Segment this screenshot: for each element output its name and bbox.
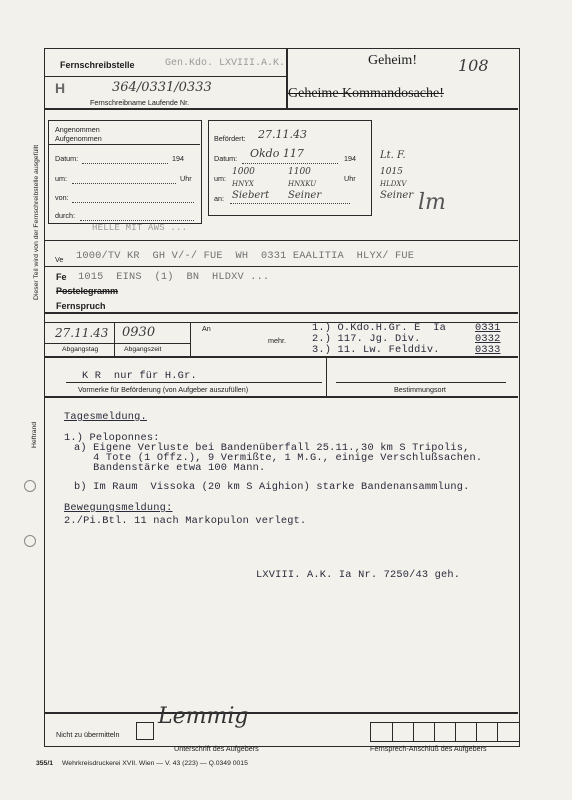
classification: Geheime Kommandosache! (288, 86, 444, 101)
secret-mark: Geheim! (368, 53, 417, 68)
fw-an-label: an: (214, 194, 224, 203)
item-a-line-3: Bandenstärke etwa 100 Mann. (74, 462, 266, 474)
angenommen-label: Angenommen (55, 125, 100, 134)
befoerdert-label: Befördert: (214, 134, 246, 143)
recipient-row: 1.) O.Kdo.H.Gr. E Ia (312, 322, 446, 334)
item-a-line-2: 4 Tote (1 Offz.), 9 Vermißte, 1 M.G., einige Verschlußsachen. (74, 452, 483, 464)
reference-line: LXVIII. A.K. Ia Nr. 7250/43 geh. (256, 569, 461, 581)
um-label: um: (55, 174, 67, 183)
item-1: 1.) Peloponnes: (64, 432, 160, 444)
year-label: 194 (172, 154, 184, 163)
fw-datum-label: Datum: (214, 154, 238, 163)
mehr-label: mehr. (268, 336, 286, 345)
not-transmit-label: Nicht zu übermitteln (56, 730, 120, 739)
printer-line: Wehrkreisdruckerei XVII. Wien — V. 43 (223) — Q.0349 0015 (62, 760, 248, 767)
recipient-code: 0331 (475, 322, 501, 334)
signature: Lemmig (158, 704, 249, 729)
dispatch-time: 0930 (122, 325, 156, 340)
form-number: 355/1 (36, 760, 54, 767)
fw-year: 194 (344, 154, 356, 163)
corner-mark: H (55, 80, 66, 96)
serial-numbers: 364/0331/0333 (112, 80, 212, 95)
postelegramm-label: Postelegramm (56, 286, 119, 296)
station-stamp: Gen.Kdo. LXVIII.A.K. (165, 58, 286, 69)
fw-an-value-2: Seiner (288, 190, 322, 201)
durch-label: durch: (55, 211, 75, 220)
dispatch-time-label: Abgangszeit (124, 346, 162, 353)
ve-label: Ve (55, 255, 64, 264)
befoerdert-value: 27.11.43 (258, 128, 307, 141)
fw-code-1: HNYX (232, 180, 254, 188)
recipient-row: 3.) 11. Lw. Felddiv. (312, 344, 440, 356)
phone-boxes[interactable] (370, 722, 520, 742)
fw-um-label: um: (214, 174, 226, 183)
fw-an-value-1: Siebert (232, 190, 270, 201)
aufgenommen-label: Aufgenommen (55, 134, 102, 143)
serial-caption: Fernschreibname Laufende Nr. (90, 98, 190, 107)
dispatch-date: 27.11.43 (55, 326, 109, 340)
remarks-label: Vormerke für Beförderung (von Aufgeber auszufüllen) (78, 385, 249, 394)
recipient-code: 0332 (475, 333, 501, 345)
heftrand-label: Heftrand (31, 421, 38, 448)
movement-line: 2./Pi.Btl. 11 nach Markopulon verlegt. (64, 515, 307, 527)
datum-label: Datum: (55, 154, 79, 163)
fernspruch-label: Fernspruch (56, 301, 106, 311)
phone-label: Fernsprech-Anschluß des Aufgebers (370, 744, 487, 753)
ve-text: 1000/TV KR GH V/-/ FUE WH 0331 EAALITIA HLYX/ FUE (76, 250, 415, 262)
fw-code-2: HNXKU (288, 180, 317, 188)
fw-code-3: HLDXV (380, 180, 407, 188)
an-label: An (202, 324, 211, 333)
punch-hole (24, 480, 36, 492)
von-label: von: (55, 193, 69, 202)
initials-scribble: lm (418, 190, 446, 215)
fw-uhr: Uhr (344, 174, 356, 183)
punch-hole (24, 535, 36, 547)
signature-label: Unterschrift des Aufgebers (174, 744, 259, 753)
fw-right-hand-2: Seiner (380, 190, 414, 201)
recipient-code: 0333 (475, 344, 501, 356)
heading-bewegungsmeldung: Bewegungsmeldung: (64, 502, 173, 514)
dispatch-date-label: Abgangstag (62, 346, 99, 353)
fe-label: Fe (56, 272, 67, 282)
heading-tagesmeldung: Tagesmeldung. (64, 411, 147, 423)
checkbox[interactable] (136, 722, 154, 740)
item-b-line: b) Im Raum Vissoka (20 km S Aighion) starke Bandenansammlung. (74, 481, 470, 493)
item-a-line-1: a) Eigene Verluste bei Bandenüberfall 25.11.,30 km S Tripolis, (74, 442, 470, 454)
fw-times-right: 1015 (380, 167, 403, 177)
dest-label: Bestimmungsort (394, 385, 446, 394)
side-note: Dieser Teil wird von der Fernschreibstelle ausgefüllt (33, 144, 40, 300)
fw-um-value-2: 1100 (288, 167, 311, 177)
recipient-row: 2.) 117. Jg. Div. (312, 333, 421, 345)
fw-um-value-1: 1000 (232, 167, 255, 177)
uhr-label: Uhr (180, 174, 192, 183)
fe-text: 1015 EINS (1) BN HLDXV ... (78, 271, 270, 283)
fw-datum-value: Okdo 117 (250, 147, 304, 160)
faint-transmission: HELLE MIT AWS ... (92, 223, 193, 233)
station-label: Fernschreibstelle (60, 60, 135, 70)
fw-right-hand-1: Lt. F. (380, 150, 406, 161)
remarks-text: K R nur für H.Gr. (82, 370, 197, 382)
archive-number: 108 (458, 56, 489, 75)
